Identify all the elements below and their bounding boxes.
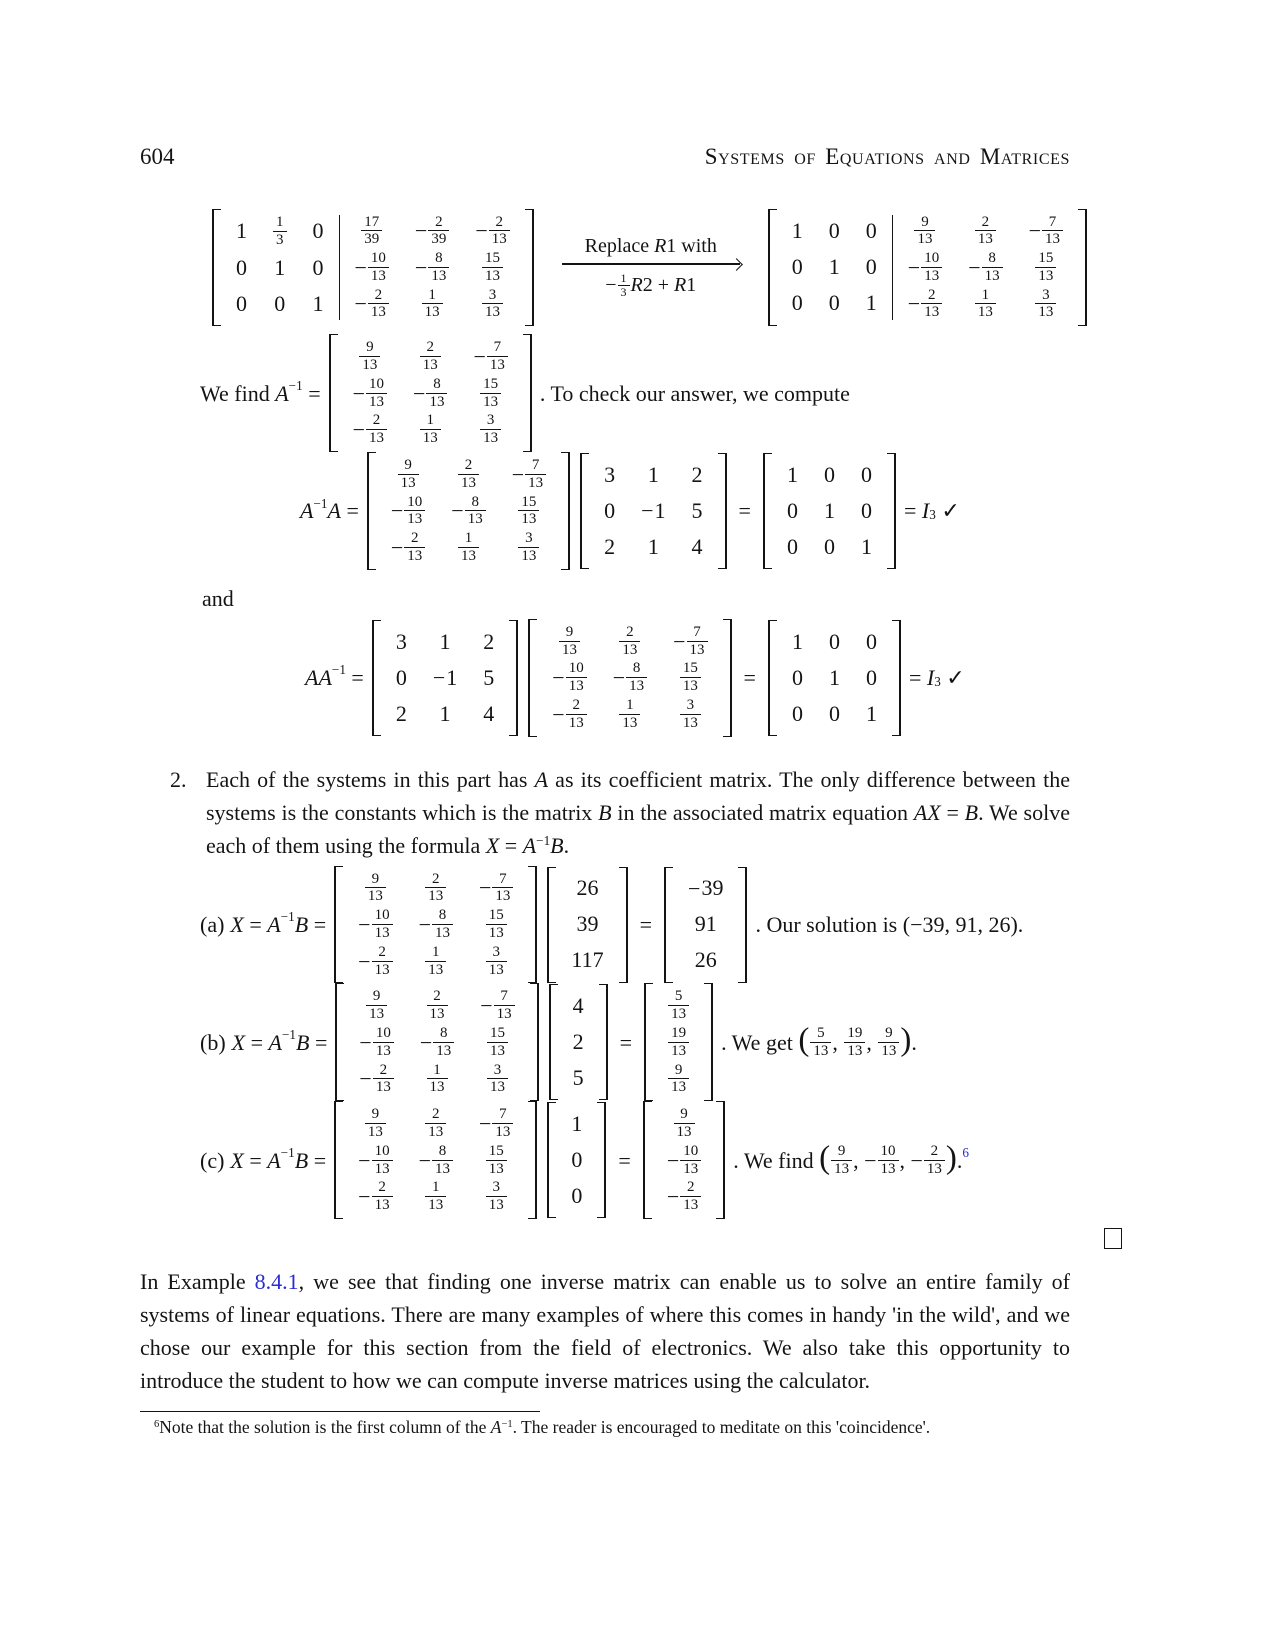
matrix-b-a [547,867,627,983]
bracket-left [768,620,777,736]
matrix-cell: 1 13 [406,1178,466,1215]
matrix-cell: 1 [823,497,835,523]
check2-label: AA −1 = [305,662,364,691]
bracket-right [718,453,727,569]
matrix-cell: 0 [791,700,803,726]
part-a-equation: X = A −1 B = [230,909,327,938]
matrix-x-b [644,983,713,1101]
matrix-cell: 1 [439,628,451,654]
matrix-a-inverse [334,1101,537,1219]
matrix-b-b [549,984,608,1100]
matrix-cell: − $\frac{2}{13}$ [345,943,405,980]
matrix-cell: 1 3 [260,213,300,250]
matrix-cell: 0 [865,254,877,280]
matrix-cell: 0 [236,254,247,280]
bracket-left [329,334,338,452]
matrix-cell: 0 [823,533,835,559]
matrix-cell: 0 [860,461,872,487]
bracket-left [335,983,344,1101]
matrix-cell: 2 13 [406,870,466,907]
matrix-cell: − $\frac{10}{13}$ [340,375,400,412]
matrix-cell: 1 [828,254,840,280]
matrix-cell: − $\frac{2}{13}$ [340,411,400,448]
matrix-cell: − $\frac{10}{13}$ [346,1024,406,1061]
matrix-cell: 1 13 [955,286,1015,323]
part-c-solution: . We find ( 9 13 , − 10 13 , − 2 13 ) . 6 [733,1140,970,1177]
matrix-cell: 0 [791,664,803,690]
part-a [200,866,1070,984]
matrix-cell: 3 13 [466,943,526,980]
matrix-cell: − $\frac{8}{13}$ [406,906,466,943]
matrix-cell: 1 [236,218,247,244]
matrix-cell: 3 13 [1016,286,1076,323]
bracket-right [528,1101,537,1219]
bracket-left [367,452,376,570]
matrix-cell: 1 [786,461,798,487]
we-find-label: We find A −1 = [200,377,321,406]
matrix-cell: − $\frac{10}{13}$ [345,1142,405,1179]
matrix-a-inverse [335,983,538,1101]
matrix-cell: − $\frac{7}{13}$ [460,338,520,375]
part-b-solution: . We get ( 5 13 , 19 13 , 9 13 ) . [721,1022,917,1059]
matrix-cell: 5 13 [655,987,702,1024]
item-2-text: Each of the systems in this part has A as its coefficient matrix. The only difference between the systems is the constants which is the matrix B in the associated matrix equation AX = B. We solve each of them using the formula $X = A^{-1}B$. [206,766,1070,858]
bracket-right [723,619,732,737]
matrix-cell: 91 [694,911,717,937]
augment-divider [892,215,893,321]
matrix-cell: 4 [572,993,584,1019]
matrix-cell: 15 13 [1016,249,1076,286]
right-arrow-icon [562,263,740,265]
matrix-a [372,620,518,736]
matrix-cell: 2 [604,533,616,559]
row-operation [562,235,740,299]
matrix-cell: − $\frac{7}{13}$ [1016,213,1076,250]
matrix-cell: 4 [483,700,495,726]
part-c [200,1101,1070,1219]
bracket-right [738,867,747,983]
matrix-cell: 2 [483,628,495,654]
matrix-cell: − $\frac{2}{13}$ [378,529,438,566]
matrix-cell: 0 [865,664,877,690]
page-number: 604 [140,144,175,169]
matrix-cell: 9 13 [655,1061,702,1098]
matrix-cell: 3 13 [460,411,520,448]
bracket-left [528,619,537,737]
matrix-cell: 5 [691,497,703,523]
matrix-cell: 4 [691,533,703,559]
bracket-right [704,983,713,1101]
bracket-right [892,620,901,736]
matrix-cell: 1 13 [406,943,466,980]
matrix-cell: − 39 [688,875,724,902]
bracket-right [716,1101,725,1219]
matrix-b-c [547,1102,606,1218]
matrix-cell: 0 [791,290,803,316]
matrix-cell: − $\frac{7}{13}$ [466,1105,526,1142]
matrix-cell: 1 [274,254,286,280]
matrix-cell: 9 13 [340,338,400,375]
bracket-left [212,209,221,327]
check-a-inverse-times-a [300,452,1070,570]
matrix-cell: 0 [828,628,840,654]
matrix-cell: − $\frac{2}{13}$ [654,1178,714,1215]
matrix-cell: − $\frac{2}{13}$ [346,1061,406,1098]
matrix-cell: − $\frac{2}{13}$ [539,696,599,733]
matrix-cell: 2 13 [438,456,498,493]
matrix-cell: − $\frac{2}{13}$ [345,1178,405,1215]
and-connector: and [202,585,234,611]
matrix-cell: 1 [312,290,324,316]
part-c-label: (c) [200,1147,225,1173]
matrix-cell: 0 [865,218,877,244]
row-operation-label: Replace R 1 with [584,235,717,258]
matrix-cell: 1 [865,700,877,726]
matrix-cell: − $\frac{2}{39}$ [402,213,462,250]
matrix-cell: 9 13 [346,987,406,1024]
matrix-cell: 1 13 [400,411,460,448]
matrix-cell: 0 [274,290,286,316]
bracket-left [334,866,343,984]
matrix-cell: − $\frac{8}{13}$ [600,659,660,696]
matrix-cell: 1 [865,290,877,316]
check2-result: = I 3 ✓ [908,665,965,691]
bracket-right [561,452,570,570]
matrix-cell: − $\frac{8}{13}$ [407,1024,467,1061]
matrix-cell: 15 13 [499,493,559,530]
matrix-cell: 2 13 [600,623,660,660]
part-b [200,983,1070,1101]
matrix-cell: 0 [786,533,798,559]
bracket-left [334,1101,343,1219]
row-operation-formula: − 1 3 R 2 + R 1 [605,270,697,300]
footnote-rule [140,1411,540,1412]
part-a-solution: . Our solution is (−39, 91, 26). [755,912,1024,938]
check-a-times-a-inverse [305,619,1070,737]
matrix-cell: 9 13 [345,1105,405,1142]
matrix-a-inverse [528,619,731,737]
bracket-right [887,453,896,569]
matrix-cell: − $\frac{7}{13}$ [499,456,559,493]
matrix-cell: 15 13 [462,249,522,286]
matrix-cell: 15 13 [660,659,720,696]
matrix-cell: − $\frac{10}{13}$ [539,659,599,696]
matrix-cell: 2 13 [400,338,460,375]
matrix-cell: − $\frac{8}{13}$ [402,249,462,286]
matrix-cell: − $\frac{7}{13}$ [466,870,526,907]
matrix-x-a [664,867,747,983]
augmented-matrix-before [212,209,534,327]
page-content [140,140,1070,1440]
bracket-right [1078,209,1087,327]
matrix-cell: − $\frac{10}{13}$ [895,249,955,286]
matrix-cell: 39 [576,911,599,937]
closing-paragraph: In Example 8.4.1, we see that finding one inverse matrix can enable us to solve an entire family of systems of linear equations. There are many examples of where this comes in handy 'in the wild', and we chose our example for this section from the field of electronics. We also take this opportunity to introduce the student to how we can compute inverse matrices using the calculator. [140,1268,1070,1393]
matrix-cell: 1 [828,664,840,690]
matrix-cell: 0 [395,664,407,690]
check1-label: A −1 A = [300,495,359,524]
matrix-cell: 2 [572,1029,584,1055]
matrix-a [580,453,726,569]
matrix-cell: 0 [236,290,247,316]
matrix-cell: 3 13 [467,1061,527,1098]
matrix-cell: 2 [395,700,407,726]
matrix-cell: − 1 [641,497,666,524]
matrix-cell: 1 13 [438,529,498,566]
matrix-cell: 2 13 [955,213,1015,250]
matrix-a-inverse [329,334,532,452]
bracket-right [597,1102,606,1218]
matrix-cell: 19 13 [655,1024,702,1061]
matrix-cell: 9 13 [539,623,599,660]
matrix-cell: 3 13 [466,1178,526,1215]
augmented-matrix-after [768,209,1087,327]
matrix-cell: 9 13 [654,1105,714,1142]
matrix-cell: 5 [483,664,495,690]
matrix-cell: 0 [828,290,840,316]
matrix-cell: 1 [791,628,803,654]
bracket-left [372,620,381,736]
equals-sign: = [639,912,653,938]
matrix-cell: 1 [439,700,451,726]
matrix-cell: 2 [691,461,703,487]
matrix-cell: 0 [312,254,324,280]
matrix-cell: − $\frac{10}{13}$ [654,1142,714,1179]
matrix-a-inverse [334,866,537,984]
matrix-cell: − $\frac{10}{13}$ [378,493,438,530]
matrix-cell: 1 [860,533,872,559]
matrix-x-c [643,1101,725,1219]
row-reduction-step [210,209,1070,327]
augment-divider [339,215,340,321]
we-find-tail: . To check our answer, we compute [539,380,850,406]
matrix-cell: 1 13 [407,1061,467,1098]
matrix-cell: 0 [860,497,872,523]
example-link[interactable]: 8.4.1 [254,1268,299,1294]
qed-row [140,1225,1122,1249]
matrix-cell: 0 [604,497,616,523]
bracket-left [644,983,653,1101]
matrix-cell: − $\frac{2}{13}$ [462,213,522,250]
matrix-cell: 3 13 [462,286,522,323]
matrix-cell: − $\frac{2}{13}$ [895,286,955,323]
matrix-cell: 3 13 [660,696,720,733]
bracket-left [549,984,558,1100]
matrix-cell: 0 [865,628,877,654]
matrix-cell: 15 13 [467,1024,527,1061]
matrix-cell: 2 13 [406,1105,466,1142]
matrix-cell: 3 [604,461,616,487]
list-item-2 [170,763,1070,862]
matrix-cell: 1 [571,1110,583,1136]
item-number: 2. [170,766,187,792]
matrix-cell: − $\frac{8}{13}$ [438,493,498,530]
identity-matrix [763,453,896,569]
matrix-cell: 0 [312,218,324,244]
bracket-left [643,1101,652,1219]
bracket-left [768,209,777,327]
check1-result: = I 3 ✓ [903,498,960,524]
part-b-equation: X = A −1 B = [231,1027,328,1055]
part-c-equation: X = A −1 B = [230,1144,327,1173]
matrix-cell: − $\frac{2}{13}$ [342,286,402,323]
part-a-label: (a) [200,912,225,938]
matrix-cell: 15 13 [466,1142,526,1179]
matrix-cell: 1 [791,218,803,244]
matrix-cell: 9 13 [345,870,405,907]
matrix-cell: − $\frac{8}{13}$ [400,375,460,412]
equals-sign: = [743,665,756,691]
bracket-left [664,867,673,983]
matrix-a-inverse [367,452,570,570]
matrix-cell: 17 39 [342,213,402,250]
matrix-cell: − $\frac{8}{13}$ [406,1142,466,1179]
matrix-cell: 0 [571,1182,583,1208]
qed-box [1104,1228,1122,1249]
matrix-cell: 9 13 [895,213,955,250]
matrix-cell: 0 [823,461,835,487]
matrix-cell: − $\frac{7}{13}$ [467,987,527,1024]
matrix-cell: 1 13 [402,286,462,323]
equals-sign: = [738,498,751,524]
matrix-cell: 3 [395,628,407,654]
matrix-cell: 26 [694,947,717,973]
matrix-cell: 0 [571,1146,583,1172]
equals-sign: = [618,1147,631,1173]
matrix-cell: 0 [791,254,803,280]
matrix-cell: − $\frac{7}{13}$ [660,623,720,660]
bracket-right [619,867,628,983]
bracket-left [547,867,556,983]
bracket-right [530,983,539,1101]
matrix-cell: 9 13 [378,456,438,493]
bracket-right [509,620,518,736]
matrix-cell: 26 [576,875,599,901]
bracket-right [523,334,532,452]
bracket-left [580,453,589,569]
running-head: Systems of Equations and Matrices [704,144,1070,169]
matrix-cell: − $\frac{10}{13}$ [342,249,402,286]
part-b-label: (b) [200,1029,226,1055]
matrix-cell: 0 [786,497,798,523]
bracket-right [528,866,537,984]
matrix-cell: 15 13 [466,906,526,943]
bracket-right [525,209,534,327]
page-header [140,140,1070,175]
matrix-cell: − $\frac{10}{13}$ [345,906,405,943]
matrix-cell: 3 13 [499,529,559,566]
identity-matrix [768,620,901,736]
inverse-result-line [200,334,1070,452]
matrix-cell: 5 [572,1065,584,1091]
matrix-cell: 1 13 [600,696,660,733]
bracket-left [763,453,772,569]
matrix-cell: 2 13 [407,987,467,1024]
matrix-cell: 15 13 [460,375,520,412]
matrix-cell: 0 [828,700,840,726]
bracket-left [547,1102,556,1218]
matrix-cell: 1 [647,461,659,487]
footnote: $^6$Note that the solution is the first column of the $A^{-1}$. The reader is encouraged to meditate on this 'coincidence'. [154,1416,931,1437]
matrix-cell: 117 [571,947,604,973]
matrix-cell: 0 [828,218,840,244]
bracket-right [599,984,608,1100]
matrix-cell: − $\frac{8}{13}$ [955,249,1015,286]
matrix-cell: − 1 [432,664,458,691]
matrix-cell: 1 [647,533,659,559]
equals-sign: = [619,1029,633,1055]
